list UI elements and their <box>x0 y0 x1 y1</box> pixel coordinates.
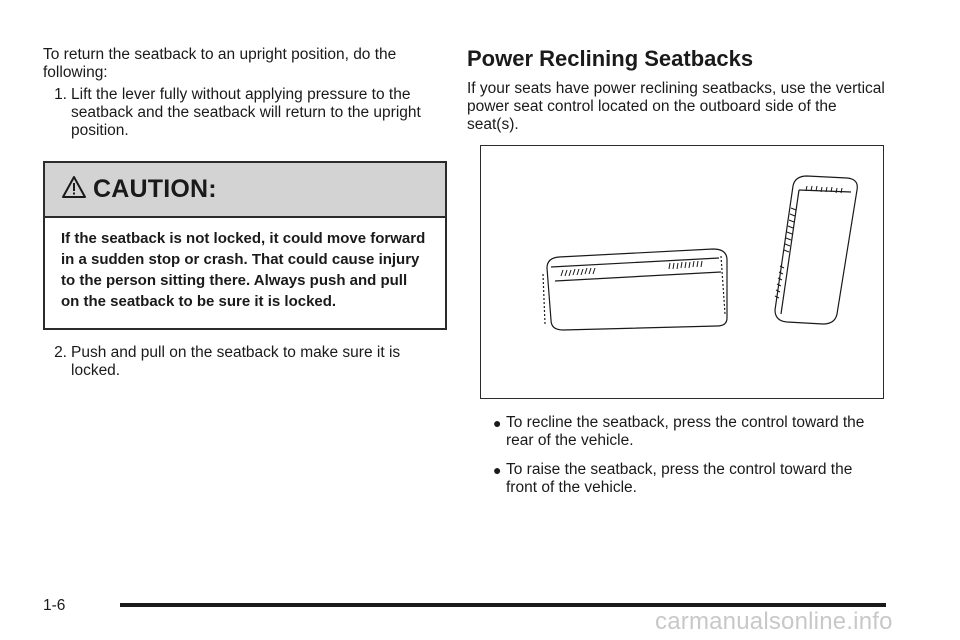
caution-header <box>45 163 445 218</box>
bullet-raise-text: To raise the seatback, press the control toward the front of the vehicle. <box>506 461 853 496</box>
step-1-text: Lift the lever fully without applying pressure to the seatback and the seatback will return to the upright position. <box>71 86 421 139</box>
caution-title: CAUTION: <box>93 175 217 203</box>
step-2-number: 2. <box>54 344 67 361</box>
warning-triangle-icon <box>61 175 87 201</box>
upright-intro: To return the seatback to an upright position, do the following: <box>43 46 397 81</box>
seat-control-illustration <box>480 145 884 399</box>
power-seat-control-drawing <box>481 146 882 397</box>
bullet-dot-icon: ● <box>493 462 502 478</box>
step-2 <box>43 344 447 380</box>
bullet-dot-icon: ● <box>493 415 502 431</box>
bullet-recline-text: To recline the seatback, press the control toward the rear of the vehicle. <box>506 414 865 449</box>
caution-box <box>43 161 447 330</box>
step-1-number: 1. <box>54 86 67 103</box>
bullet-recline <box>467 414 887 450</box>
right-column <box>467 46 887 134</box>
page-number: 1-6 <box>43 597 66 614</box>
vertical-seat-control <box>775 176 857 324</box>
caution-body: If the seatback is not locked, it could move forward in a sudden stop or crash. That could cause injury to the person sitting there. Always push and pull on the seatback to be sure it is locked. <box>61 230 426 310</box>
horizontal-seat-control <box>543 249 727 330</box>
watermark: carmanualsonline.info <box>655 608 893 635</box>
bullet-raise <box>467 461 887 497</box>
left-column <box>43 46 447 380</box>
step-1 <box>43 86 447 140</box>
section-heading: Power Reclining Seatbacks <box>467 46 754 71</box>
footer-rule <box>120 603 886 607</box>
step-2-text: Push and pull on the seatback to make sure it is locked. <box>71 344 401 379</box>
power-recline-intro: If your seats have power reclining seatbacks, use the vertical power seat control located on the outboard side of the seat(s). <box>467 80 885 133</box>
bullet-list <box>467 414 887 497</box>
